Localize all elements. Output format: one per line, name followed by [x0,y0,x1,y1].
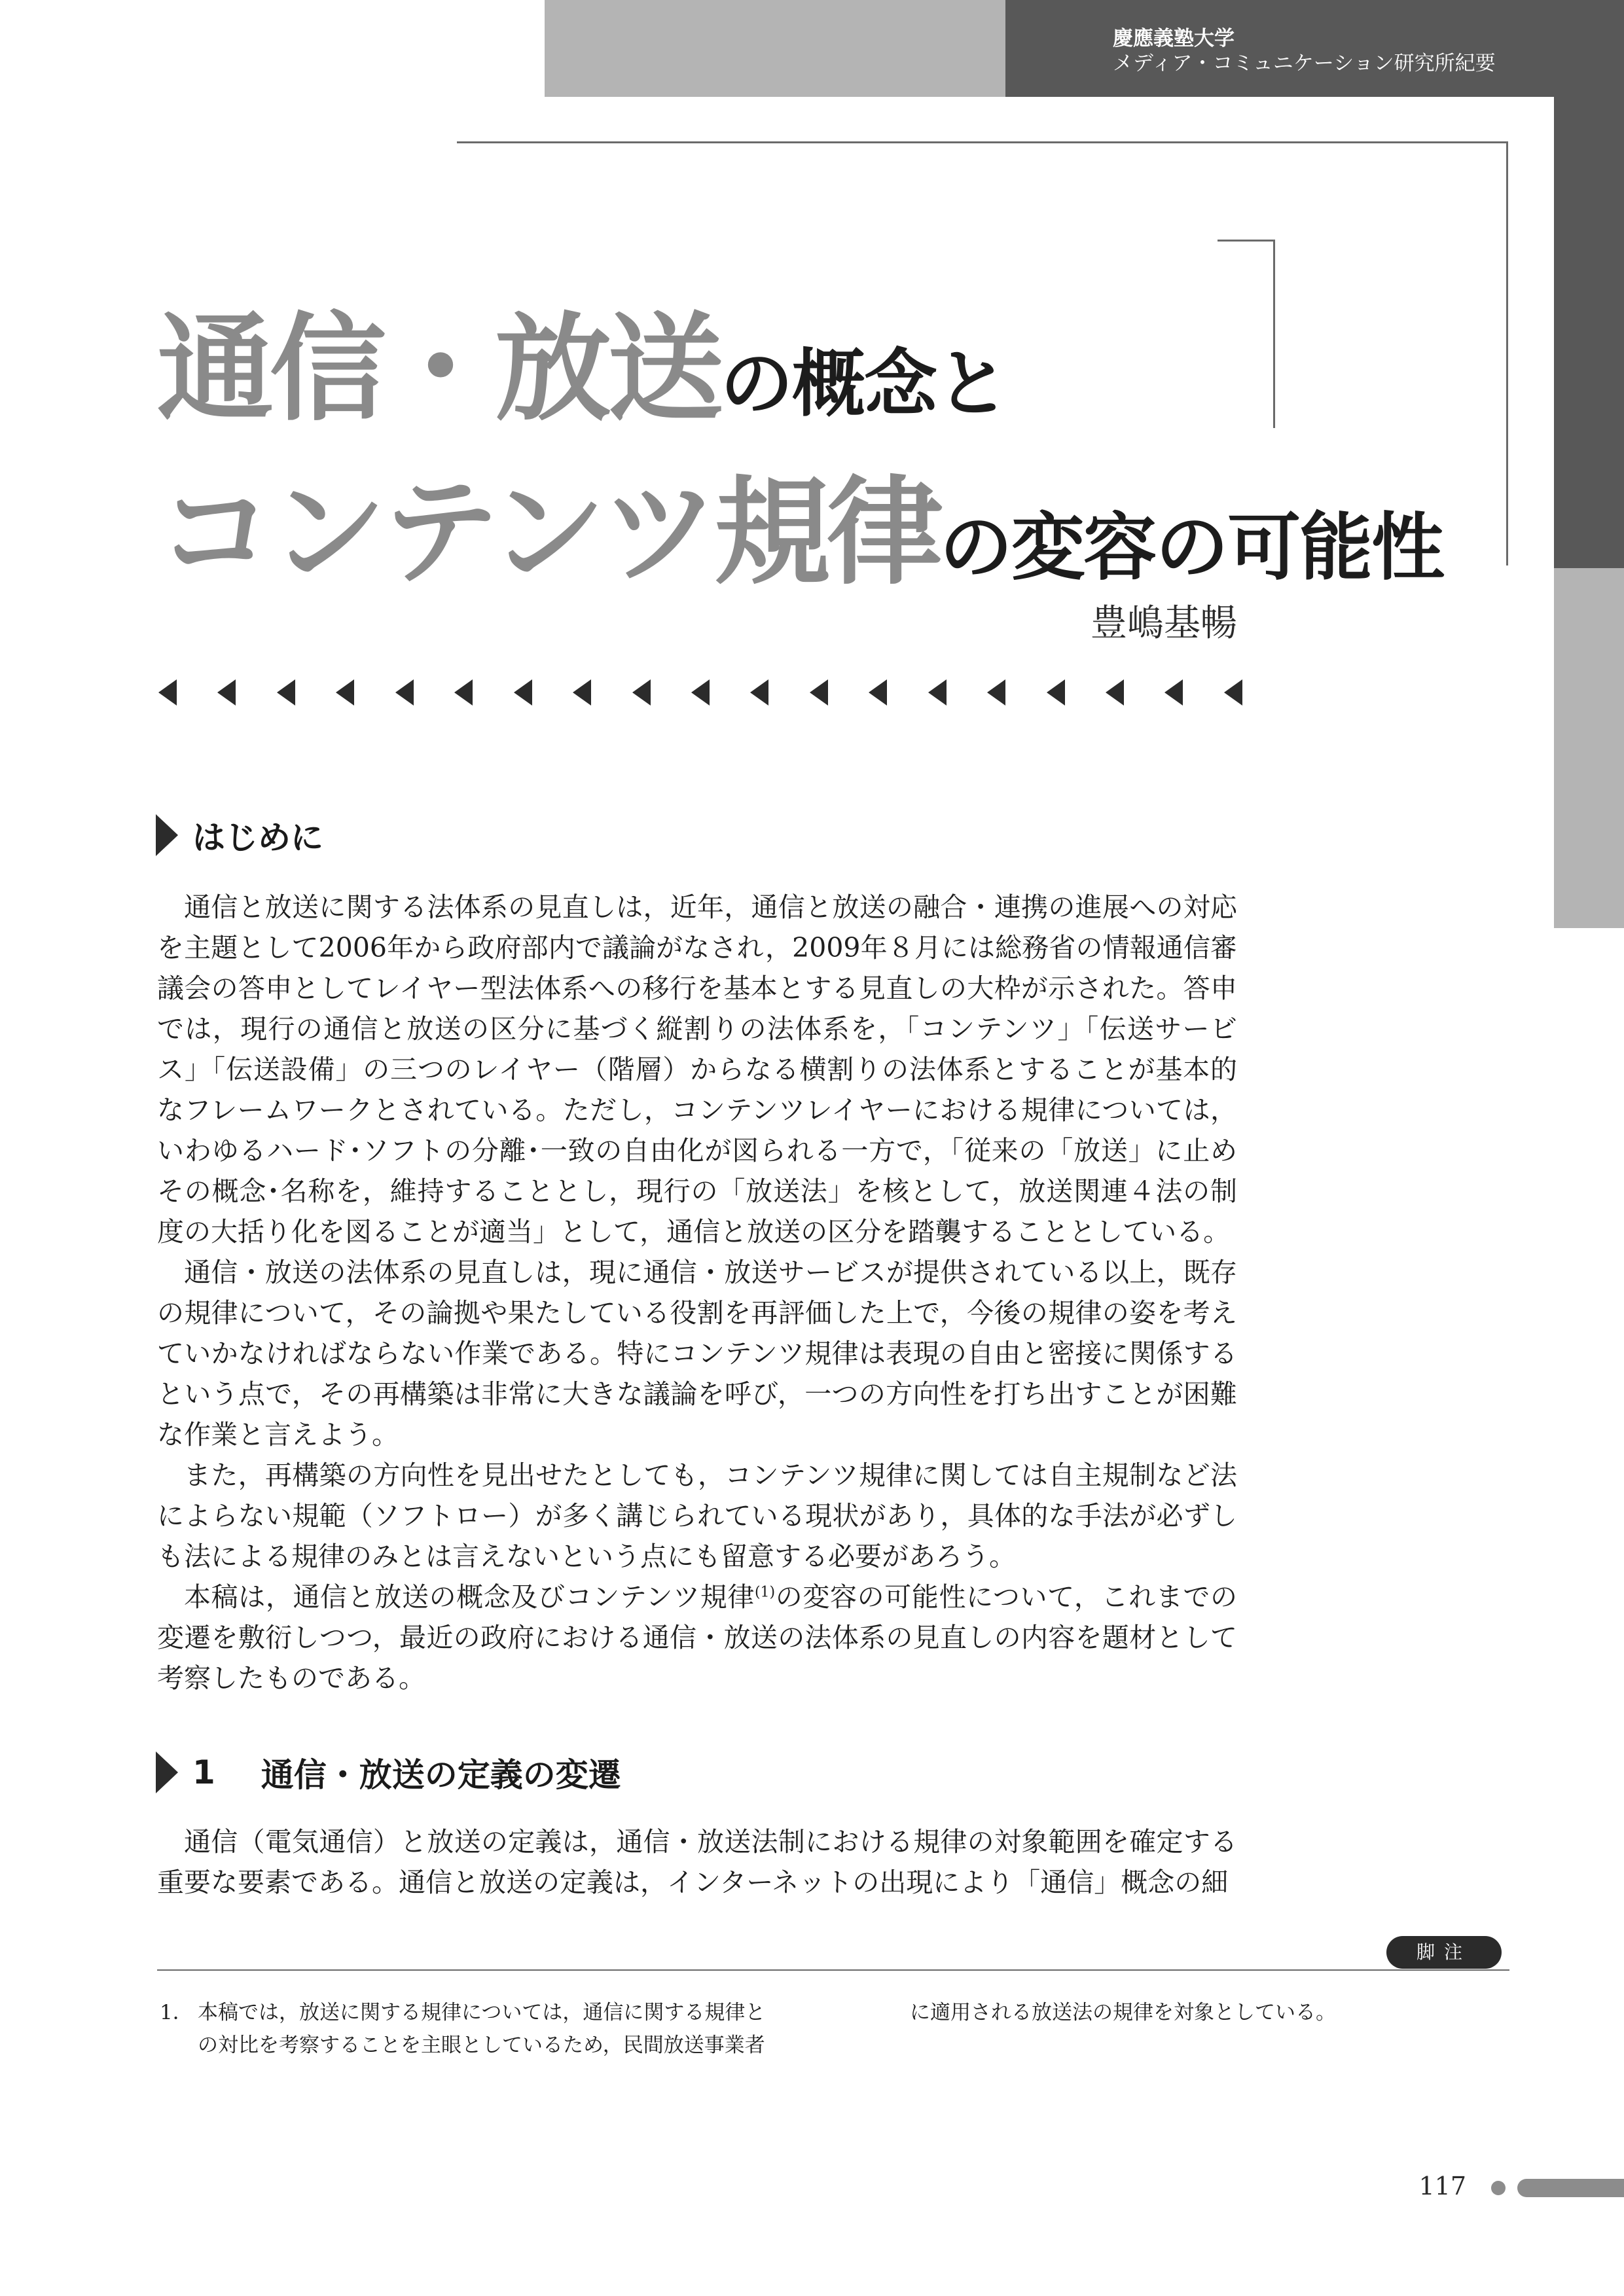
paragraph-3: また，再構築の方向性を見出せたとしても，コンテンツ規律に関しては自主規制など法によらない規範（ソフトロー）が多く講じられている現状があり，具体的な手法が必ずしも法による規律のみとは言えないという点にも留意する必要があろう。 [157,1460,1237,1572]
journal-name: メディア・コミュニケーション研究所紀要 [1113,52,1496,75]
section-marker-icon [154,1751,178,1793]
footnote-1-continued: に適用される放送法の規律を対象としている。 [910,2001,1336,2024]
institution-name: 慶應義塾大学 [1113,27,1235,50]
left-triangle-icon [1045,678,1066,707]
paragraph-4-text-b: の変容の可能性について，これまでの変遷を敷衍しつつ，最近の政府における通信・放送の法体系の見直しの内容を題材として考察したものである。 [157,1581,1238,1694]
decorative-arrow-row [157,678,1244,707]
left-triangle-icon [276,678,297,707]
left-triangle-icon [1163,678,1184,707]
side-band-light [1554,568,1624,928]
left-triangle-icon [808,678,829,707]
paragraph-4 [157,1577,1237,1698]
left-triangle-icon [1104,678,1125,707]
left-triangle-icon [986,678,1007,707]
paragraph-2: 通信・放送の法体系の見直しは，現に通信・放送サービスが提供されている以上，既存の規律について，その論拠や果たしている役割を再評価した上で，今後の規律の姿を考えていかなければならない作業である。特にコンテンツ規律は表現の自由と密接に関係するという点で，その再構築は非常に大きな議論を呼び，一つの方向性を打ち出すことが困難な作業と言えよう。 [157,1257,1237,1450]
footnote-line-2: の対比を考察することを主眼としているため，民間放送事業者 [198,2034,765,2057]
left-triangle-icon [394,678,415,707]
frame-line-top [457,141,1508,143]
left-triangle-icon [453,678,474,707]
paragraph-4-text-a: 本稿は，通信と放送の概念及びコンテンツ規律 [184,1581,755,1613]
section-heading-intro [154,812,323,859]
left-triangle-icon [749,678,770,707]
author-name: 豊嶋基暢 [1091,602,1237,645]
header-band-light [545,0,1005,97]
frame-line-right [1506,141,1508,565]
title-line-2 [157,439,1444,602]
footnote-1 [160,1996,834,2062]
left-triangle-icon [867,678,888,707]
footnote-line-1: 本稿では，放送に関する規律については，通信に関する規律と [198,2001,766,2024]
title-text-2: の変容の可能性 [939,505,1444,590]
left-triangle-icon [1223,678,1244,707]
left-triangle-icon [334,678,355,707]
journal-header [1113,26,1610,76]
side-band-dark [1554,97,1624,568]
section-title-1: 通信・放送の定義の変遷 [261,1756,621,1794]
article-title [157,275,1444,602]
footnote-divider [157,1969,1509,1971]
section-number-1: 1 [192,1753,215,1791]
title-keyword-1: 通信・放送 [157,301,720,437]
paragraph-5: 通信（電気通信）と放送の定義は，通信・放送法制における規律の対象範囲を確定する重要な要素である。通信と放送の定義は，インターネットの出現により「通信」概念の細 [157,1826,1237,1898]
footnote-number: 1． [160,2001,193,2024]
left-triangle-icon [927,678,948,707]
left-triangle-icon [513,678,533,707]
footnote-label-badge: 脚注 [1386,1936,1502,1969]
left-triangle-icon [690,678,711,707]
title-keyword-2: コンテンツ規律 [157,465,940,600]
footnote-ref-1[interactable]: (1) [754,1584,776,1601]
left-triangle-icon [216,678,237,707]
paragraph-1: 通信と放送に関する法体系の見直しは，近年，通信と放送の融合・連携の進展への対応を主題として2006年から政府部内で議論がなされ，2009年８月には総務省の情報通信審議会の答申としてレイヤー型法体系への移行を基本とする見直しの大枠が示された。答申では，現行の通信と放送の区分に基づく縦割りの法体系を，「コンテンツ」「伝送サービス」「伝送設備」の三つのレイヤー（階層）からなる横割りの法体系とすることが基本的なフレームワークとされている。ただし，コンテンツレイヤーにおける規律については，いわゆるハード･ソフトの分離･一致の自由化が図られる一方で，「従来の「放送」に止めその概念･名称を，維持することとし，現行の「放送法」を核として，放送関連４法の制度の大括り化を図ることが適当」として，通信と放送の区分を踏襲することとしている。 [157,891,1237,1247]
section-marker-icon [154,814,178,856]
page-number: 117 [1418,2172,1466,2200]
left-triangle-icon [571,678,592,707]
section-title-intro: はじめに [192,819,323,857]
section-heading-1 [154,1749,621,1796]
left-triangle-icon [157,678,178,707]
title-line-1 [157,275,1309,439]
page-bar-decoration [1517,2179,1624,2197]
page-dot-decoration [1491,2181,1506,2195]
title-text-1: の概念と [720,342,1008,427]
left-triangle-icon [631,678,652,707]
title-bracket-top [1218,240,1275,242]
